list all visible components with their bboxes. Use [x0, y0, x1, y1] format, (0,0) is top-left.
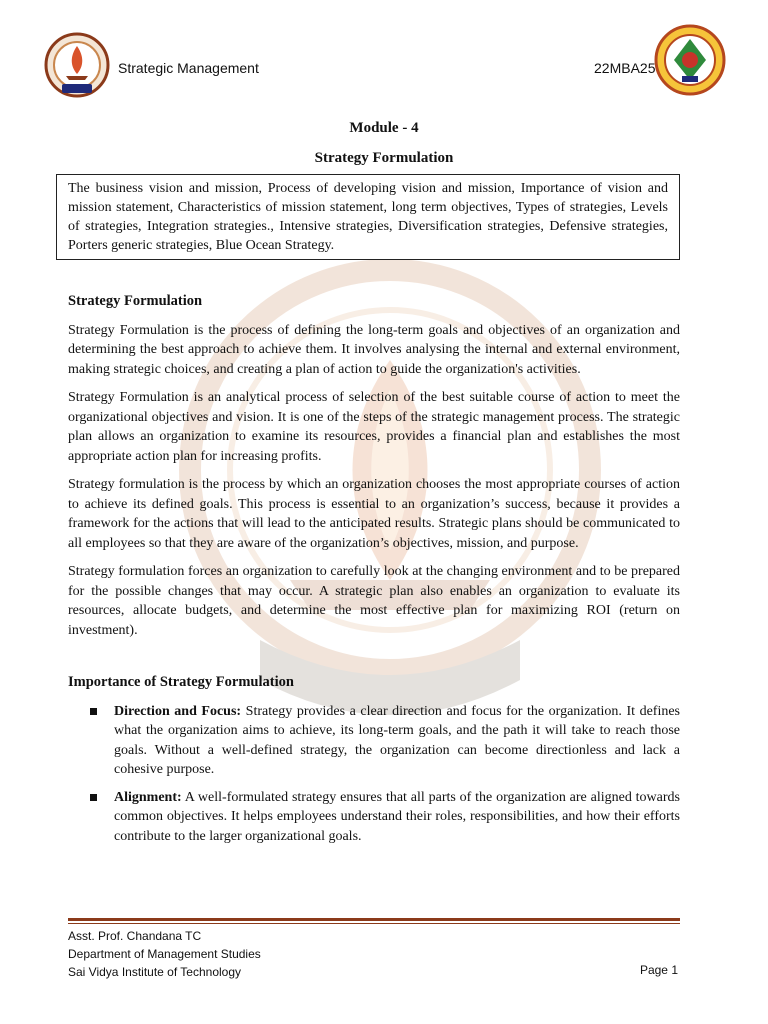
importance-list — [68, 702, 680, 847]
bullet-term: Direction and Focus: — [114, 703, 242, 719]
footer-rule-thin — [68, 923, 680, 924]
module-subtitle: Strategy Formulation — [314, 150, 454, 166]
author-name: Asst. Prof. Chandana TC — [68, 929, 202, 943]
module-title: Module - 4 — [349, 120, 419, 136]
bullet-term: Alignment: — [114, 789, 182, 805]
paragraph: Strategy formulation is the process by which an organization chooses the most appropriate courses of action to achieve its defined goals. This process is essential to an organization’s success, because it provides a framework for the actions that will lead to the anticipated results. Strategic plans should be communicated to all employees so that they are aware of the organization’s objectives, mission, and purpose. — [68, 477, 680, 551]
paragraph: Strategy formulation forces an organization to carefully look at the changing environment and to be prepared for the possible changes that may occur. A strategic plan also enables an organization to evaluate its resources, allocate budgets, and determine the most effective plan for maximizing ROI (return on investment). — [68, 564, 680, 638]
university-seal-icon — [654, 24, 726, 96]
square-bullet-icon — [90, 708, 97, 715]
svit-logo-icon — [44, 32, 110, 98]
square-bullet-icon — [90, 794, 97, 801]
list-item — [68, 702, 680, 780]
course-code: 22MBA25 — [594, 60, 656, 76]
page-header — [0, 0, 768, 110]
institute-name: Sai Vidya Institute of Technology — [68, 965, 242, 979]
list-item — [68, 788, 680, 847]
syllabus-box: The business vision and mission, Process of developing vision and mission, Importance of vision and mission statement, Characteristics of mission statement, long term objectives, Types of strategies, Levels of strategies, Integration strategies., Intensive strategies, Diversification strategies, Defensive strategies, Porters generic strategies, Blue Ocean Strategy. — [56, 174, 680, 260]
section-heading: Strategy Formulation — [68, 293, 203, 309]
main-content — [68, 292, 680, 854]
page-footer — [68, 927, 261, 981]
bullet-text: Strategy provides a clear direction and focus for the organization. It defines what the organization aims to achieve, its long-term goals, and the path it will take to reach those goals. Without a well-defined strategy, the organization can become directionless and lack a cohesive purpose. — [114, 703, 681, 777]
paragraph: Strategy Formulation is the process of defining the long-term goals and objectives of an organization and determining the best approach to achieve them. It involves analysing the internal and external environment, making strategic choices, and creating a plan of action to guide the organization's activities. — [68, 322, 680, 377]
department-name: Department of Management Studies — [68, 947, 261, 961]
footer-rule — [68, 918, 680, 921]
page-number: Page 1 — [639, 963, 678, 977]
paragraph: Strategy Formulation is an analytical process of selection of the best suitable course of action to meet the organizational objectives and vision. It is one of the steps of the strategic management process. The strategic plan allows an organization to examine its resources, provides a financial plan and establishes the most appropriate action plan for increasing profits. — [68, 390, 680, 464]
header-title: Strategic Management — [118, 60, 259, 76]
bullet-text: A well-formulated strategy ensures that all parts of the organization are aligned towards common objectives. It helps employees understand their roles, responsibilities, and how their efforts contribute to the larger organizational goals. — [114, 789, 680, 844]
section-heading: Importance of Strategy Formulation — [68, 674, 294, 690]
